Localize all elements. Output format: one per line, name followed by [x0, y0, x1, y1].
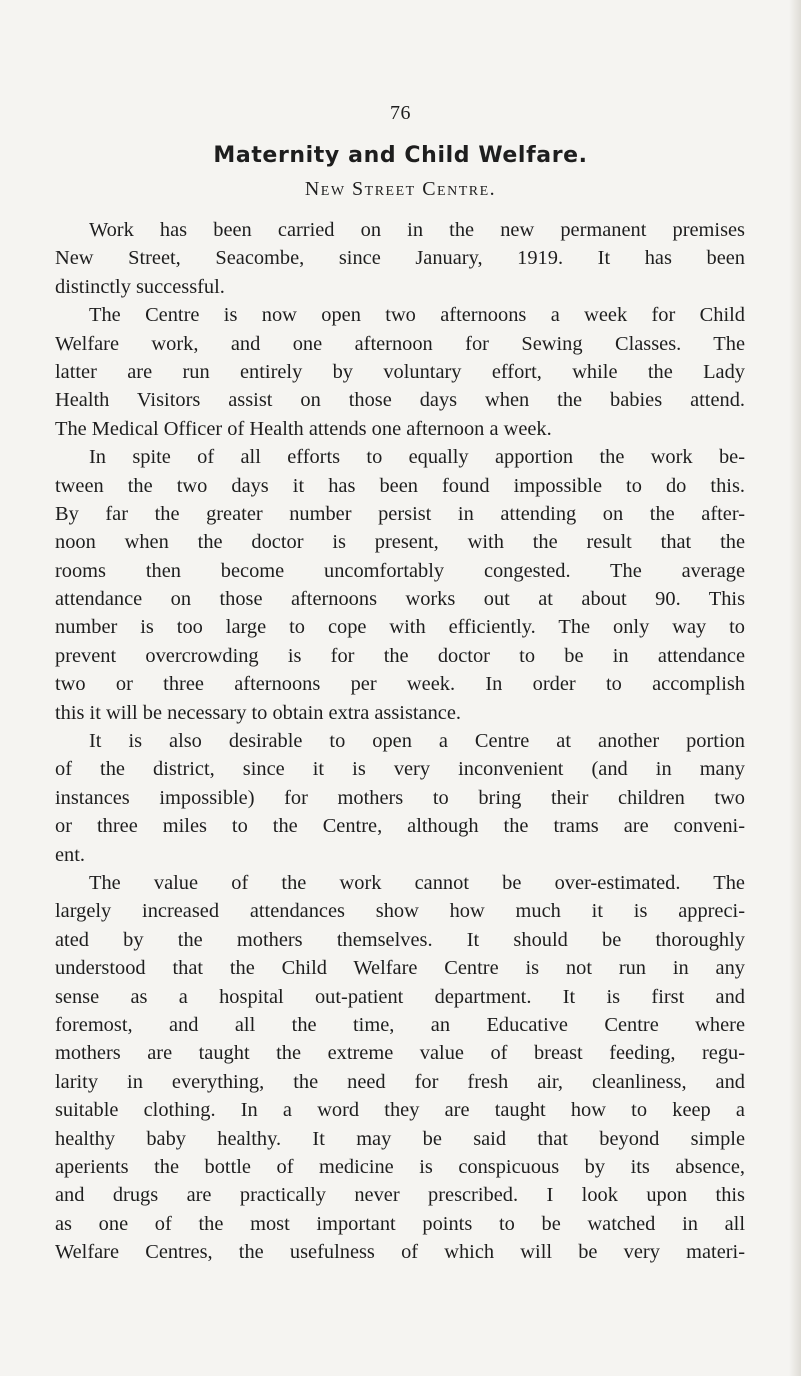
- text-line: understood that the Child Welfare Centre is not run in any: [55, 957, 745, 980]
- text-line: largely increased attendances show how much it is appreci-: [55, 900, 745, 923]
- text-line: noon when the doctor is present, with the result that the: [55, 531, 745, 554]
- text-line: sense as a hospital out-patient department. It is first and: [55, 985, 745, 1008]
- text-line: latter are run entirely by voluntary effort, while the Lady: [55, 360, 745, 383]
- text-line: New Street, Seacombe, since January, 1919. It has been: [55, 247, 745, 270]
- text-line: and drugs are practically never prescribed. I look upon this: [55, 1184, 745, 1207]
- text-line: distinctly successful.: [55, 275, 225, 298]
- text-line: The value of the work cannot be over-estimated. The: [89, 871, 745, 894]
- text-line: number is too large to cope with efficiently. The only way to: [55, 616, 745, 639]
- body-text: [55, 216, 745, 1266]
- text-line: Work has been carried on in the new permanent premises: [89, 219, 745, 241]
- text-line: healthy baby healthy. It may be said that beyond simple: [55, 1127, 745, 1150]
- text-line: attendance on those afternoons works out at about 90. This: [55, 588, 745, 611]
- text-line: In spite of all efforts to equally apportion the work be-: [89, 446, 745, 469]
- text-line: Welfare work, and one afternoon for Sewing Classes. The: [55, 332, 745, 355]
- text-line: Health Visitors assist on those days when the babies attend.: [55, 389, 745, 412]
- text-line: By far the greater number persist in attending on the after-: [55, 502, 745, 525]
- text-line: Welfare Centres, the usefulness of which will be very materi-: [55, 1241, 745, 1264]
- section-subheading: New Street Centre.: [304, 178, 497, 200]
- page-number: 76: [390, 102, 411, 124]
- text-line: as one of the most important points to be watched in all: [55, 1212, 745, 1235]
- text-line: The Medical Officer of Health attends one afternoon a week.: [55, 417, 552, 440]
- text-line: this it will be necessary to obtain extra assistance.: [55, 701, 462, 724]
- text-line: mothers are taught the extreme value of breast feeding, regu-: [55, 1042, 745, 1065]
- text-line: larity in everything, the need for fresh air, cleanliness, and: [55, 1070, 745, 1093]
- text-line: or three miles to the Centre, although the trams are conveni-: [55, 815, 745, 838]
- text-line: of the district, since it is very inconvenient (and in many: [55, 758, 745, 781]
- text-line: prevent overcrowding is for the doctor to be in attendance: [55, 644, 745, 667]
- text-line: instances impossible) for mothers to bring their children two: [55, 786, 745, 809]
- text-line: foremost, and all the time, an Educative Centre where: [55, 1013, 745, 1036]
- text-line: It is also desirable to open a Centre at another portion: [89, 730, 745, 753]
- text-line: ated by the mothers themselves. It should be thoroughly: [55, 928, 745, 951]
- page-edge-shadow: [789, 0, 801, 1376]
- text-line: aperients the bottle of medicine is conspicuous by its absence,: [55, 1155, 745, 1178]
- section-heading: Maternity and Child Welfare.: [213, 143, 588, 168]
- text-line: The Centre is now open two afternoons a week for Child: [89, 304, 745, 327]
- text-line: tween the two days it has been found impossible to do this.: [55, 474, 745, 497]
- text-line: suitable clothing. In a word they are taught how to keep a: [55, 1099, 745, 1122]
- text-line: two or three afternoons per week. In order to accomplish: [55, 673, 745, 696]
- text-line: rooms then become uncomfortably congested. The average: [55, 559, 745, 582]
- text-line: ent.: [55, 843, 86, 866]
